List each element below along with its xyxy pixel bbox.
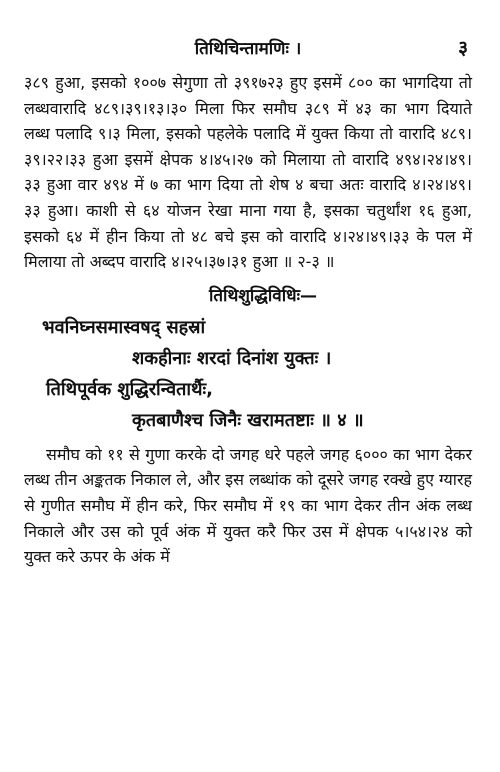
verse-line-2: शकहीनाः शरदां दिनांश युक्तः । <box>132 347 332 369</box>
body-paragraph-2: समौघ को ११ से गुणा करके दो जगह धरे पहले जगह ६००० का भाग देकर लब्ध तीन अङ्कतक निकाल ले, और इस लब्धांक को दूसरे जगह रक्खे हुए ग्यारह से गुणीत समौघ में हीन करे, फिर समौघ में १९ का भाग देकर तीन अंक लब्ध निकाले और उस को पूर्व अंक में युक्त करै फिर उस में क्षेपक ५।५४।२४ को युक्त करे ऊपर के अंक में <box>24 444 472 567</box>
section-heading: तिथिशुद्धिविधिः— <box>208 285 318 306</box>
verse-line-3: तिथिपूर्वक शुद्धिरन्वितार्थैः, <box>46 378 214 400</box>
verse-line-1: भवनिघ्नसमास्वषद् सहस्रां <box>42 316 206 338</box>
page-number: ३ <box>458 37 468 59</box>
verse-block <box>24 312 472 436</box>
page-header <box>24 30 472 60</box>
body-paragraph-1: ३८९ हुआ, इसको १००७ सेगुणा तो ३९१७२३ हुए इसमें ८०० का भागदिया तो लब्धवारादि ४८९।३९।१३।३० मिला फिर समौघ ३८९ में ४३ का भाग दियाते लब्ध पलादि ९।३ मिला, इसको पहलेके पलादि में युक्त किया तो वारादि ४८९। ३९।२२।३३ हुआ इसमें क्षेपक ४।४५।२७ को मिलाया तो वारादि ४९४।२४।४९।३३ हुआ वार ४९४ में ७ का भाग दिया तो शेष ४ बचा अतः वारादि ४।२४।४९।३३ हुआ। काशी से ६४ योजन रेखा माना गया है, इसका चतुर्थांश १६ हुआ, इसको ६४ में हीन किया तो ४८ बचे इस को वारादि ४।२४।४९।३३ के पल में मिलाया तो अब्दप वारादि ४।२५।३७।३१ हुआ ॥ २-३ ॥ <box>24 73 472 272</box>
running-title: तिथिचिन्तामणिः । <box>194 39 302 59</box>
verse-line-4: कृतबाणैश्च जिनैः खरामतष्टाः ॥ ४ ॥ <box>132 409 364 431</box>
